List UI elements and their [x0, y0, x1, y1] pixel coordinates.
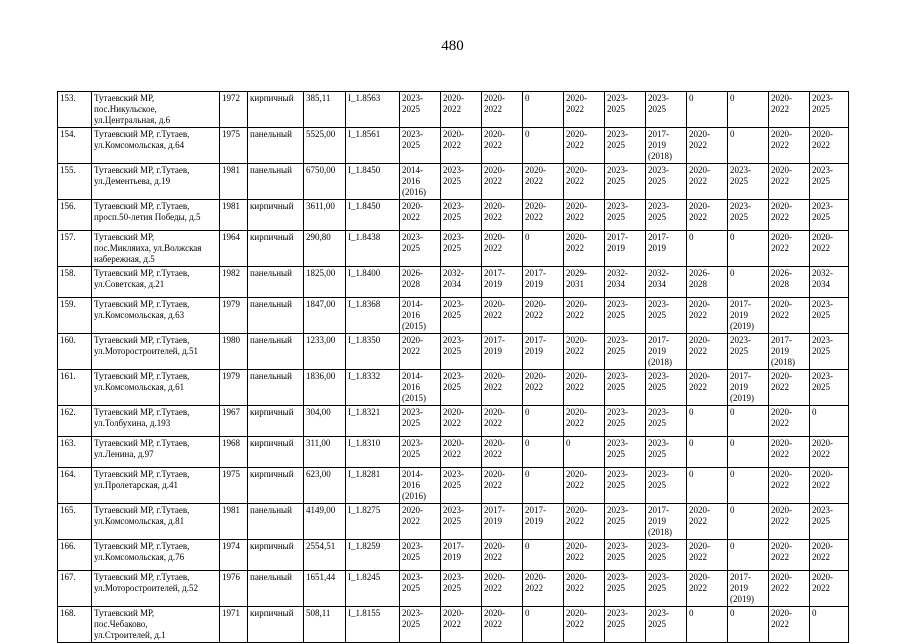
housing-registry-table	[57, 91, 849, 643]
repair-period-cell: 2020- 2022	[400, 504, 441, 540]
repair-period-cell: 2020- 2022	[482, 298, 523, 334]
repair-period-cell: 2020- 2022	[441, 607, 482, 643]
repair-period-cell: 2023- 2025	[400, 231, 441, 267]
repair-period-cell: 2020- 2022	[769, 92, 810, 128]
repair-period-cell: 2017- 2019	[482, 267, 523, 298]
repair-period-cell: 2017- 2019 (2019)	[728, 571, 769, 607]
house-address: Тутаевский МР, г.Тутаев, ул.Дементьева, д.19	[92, 164, 220, 200]
repair-period-cell: 0	[687, 92, 728, 128]
repair-period-cell: 2023- 2025	[400, 128, 441, 164]
repair-period-cell: 2020- 2022	[810, 571, 849, 607]
repair-period-cell: 2020- 2022	[564, 406, 605, 437]
house-code: I_1.8155	[346, 607, 400, 643]
repair-period-cell: 2017- 2019 (2018)	[646, 128, 687, 164]
house-area: 1233,00	[304, 334, 346, 370]
table-row	[58, 540, 849, 571]
repair-period-cell: 2023- 2025	[605, 406, 646, 437]
wall-material: кирпичный	[248, 406, 304, 437]
repair-period-cell: 2017- 2019	[523, 504, 564, 540]
repair-period-cell: 2017- 2019	[441, 540, 482, 571]
row-number: 164.	[58, 468, 92, 504]
house-code: I_1.8275	[346, 504, 400, 540]
repair-period-cell: 0	[523, 406, 564, 437]
repair-period-cell: 0	[687, 406, 728, 437]
house-area: 1847,00	[304, 298, 346, 334]
repair-period-cell: 2020- 2022	[482, 437, 523, 468]
repair-period-cell: 0	[810, 607, 849, 643]
repair-period-cell: 2023- 2025	[646, 406, 687, 437]
repair-period-cell: 2017- 2019 (2019)	[728, 370, 769, 406]
house-address: Тутаевский МР, г.Тутаев, просп.50-летия Победы, д.5	[92, 200, 220, 231]
house-address: Тутаевский МР, пос.Чебаково, ул.Строителей, д.1	[92, 607, 220, 643]
repair-period-cell: 2020- 2022	[810, 468, 849, 504]
table-row	[58, 607, 849, 643]
house-address: Тутаевский МР, г.Тутаев, ул.Комсомольская, д.76	[92, 540, 220, 571]
repair-period-cell: 2023- 2025	[605, 437, 646, 468]
repair-period-cell: 0	[728, 607, 769, 643]
repair-period-cell: 0	[523, 231, 564, 267]
house-code: I_1.8281	[346, 468, 400, 504]
repair-period-cell: 0	[523, 607, 564, 643]
house-code: I_1.8350	[346, 334, 400, 370]
repair-period-cell: 2020- 2022	[564, 540, 605, 571]
repair-period-cell: 2023- 2025	[646, 607, 687, 643]
repair-period-cell: 2017- 2019	[605, 231, 646, 267]
row-number: 158.	[58, 267, 92, 298]
repair-period-cell: 2023- 2025	[605, 540, 646, 571]
repair-period-cell: 2023- 2025	[810, 200, 849, 231]
house-code: I_1.8438	[346, 231, 400, 267]
repair-period-cell: 2023- 2025	[646, 437, 687, 468]
repair-period-cell: 2023- 2025	[646, 164, 687, 200]
repair-period-cell: 2014- 2016 (2015)	[400, 370, 441, 406]
repair-period-cell: 2020- 2022	[523, 200, 564, 231]
house-area: 4149,00	[304, 504, 346, 540]
wall-material: панельный	[248, 298, 304, 334]
repair-period-cell: 2023- 2025	[605, 334, 646, 370]
build-year: 1964	[220, 231, 248, 267]
repair-period-cell: 2026- 2028	[769, 267, 810, 298]
repair-period-cell: 0	[728, 92, 769, 128]
repair-period-cell: 2020- 2022	[523, 298, 564, 334]
house-code: I_1.8400	[346, 267, 400, 298]
repair-period-cell: 2023- 2025	[441, 298, 482, 334]
repair-period-cell: 2020- 2022	[564, 504, 605, 540]
repair-period-cell: 2020- 2022	[769, 437, 810, 468]
house-address: Тутаевский МР, г.Тутаев, ул.Комсомольская, д.81	[92, 504, 220, 540]
repair-period-cell: 2020- 2022	[482, 128, 523, 164]
repair-period-cell: 2017- 2019	[482, 504, 523, 540]
repair-period-cell: 2023- 2025	[728, 200, 769, 231]
repair-period-cell: 2023- 2025	[646, 571, 687, 607]
repair-period-cell: 2023- 2025	[441, 370, 482, 406]
repair-period-cell: 2020- 2022	[441, 406, 482, 437]
repair-period-cell: 2020- 2022	[482, 200, 523, 231]
repair-period-cell: 2020- 2022	[687, 370, 728, 406]
repair-period-cell: 2020- 2022	[687, 540, 728, 571]
row-number: 156.	[58, 200, 92, 231]
repair-period-cell: 2023- 2025	[810, 504, 849, 540]
repair-period-cell: 2023- 2025	[441, 231, 482, 267]
table-body	[58, 92, 849, 643]
build-year: 1974	[220, 540, 248, 571]
house-area: 5525,00	[304, 128, 346, 164]
wall-material: кирпичный	[248, 437, 304, 468]
repair-period-cell: 2023- 2025	[605, 504, 646, 540]
repair-period-cell: 2023- 2025	[441, 571, 482, 607]
repair-period-cell: 2020- 2022	[564, 468, 605, 504]
row-number: 161.	[58, 370, 92, 406]
repair-period-cell: 2032- 2034	[441, 267, 482, 298]
wall-material: кирпичный	[248, 231, 304, 267]
repair-period-cell: 2023- 2025	[810, 370, 849, 406]
repair-period-cell: 2020- 2022	[687, 128, 728, 164]
house-area: 508,11	[304, 607, 346, 643]
repair-period-cell: 2020- 2022	[769, 231, 810, 267]
house-address: Тутаевский МР, г.Тутаев, ул.Толбухина, д.193	[92, 406, 220, 437]
repair-period-cell: 2023- 2025	[810, 298, 849, 334]
repair-period-cell: 2029- 2031	[564, 267, 605, 298]
wall-material: панельный	[248, 370, 304, 406]
house-area: 1825,00	[304, 267, 346, 298]
build-year: 1975	[220, 468, 248, 504]
repair-period-cell: 2020- 2022	[564, 571, 605, 607]
repair-period-cell: 0	[523, 540, 564, 571]
repair-period-cell: 2023- 2025	[646, 370, 687, 406]
repair-period-cell: 2020- 2022	[482, 370, 523, 406]
repair-period-cell: 2014- 2016 (2016)	[400, 468, 441, 504]
repair-period-cell: 2020- 2022	[687, 504, 728, 540]
repair-period-cell: 0	[728, 540, 769, 571]
repair-period-cell: 2020- 2022	[482, 540, 523, 571]
repair-period-cell: 2020- 2022	[810, 437, 849, 468]
build-year: 1967	[220, 406, 248, 437]
repair-period-cell: 2023- 2025	[441, 468, 482, 504]
repair-period-cell: 0	[728, 504, 769, 540]
repair-period-cell: 2017- 2019 (2018)	[646, 334, 687, 370]
repair-period-cell: 2020- 2022	[523, 164, 564, 200]
house-address: Тутаевский МР, г.Тутаев, ул.Моторостроителей, д.51	[92, 334, 220, 370]
repair-period-cell: 2023- 2025	[605, 164, 646, 200]
repair-period-cell: 2020- 2022	[482, 231, 523, 267]
repair-period-cell: 2023- 2025	[728, 164, 769, 200]
repair-period-cell: 2023- 2025	[646, 200, 687, 231]
repair-period-cell: 2014- 2016 (2015)	[400, 298, 441, 334]
repair-period-cell: 2023- 2025	[441, 334, 482, 370]
repair-period-cell: 2020- 2022	[810, 540, 849, 571]
house-area: 311,00	[304, 437, 346, 468]
repair-period-cell: 2020- 2022	[564, 164, 605, 200]
repair-period-cell: 2023- 2025	[441, 200, 482, 231]
repair-period-cell: 2020- 2022	[769, 468, 810, 504]
repair-period-cell: 0	[523, 468, 564, 504]
repair-period-cell: 0	[728, 267, 769, 298]
row-number: 153.	[58, 92, 92, 128]
house-area: 3611,00	[304, 200, 346, 231]
row-number: 155.	[58, 164, 92, 200]
repair-period-cell: 2020- 2022	[564, 298, 605, 334]
repair-period-cell: 2023- 2025	[646, 468, 687, 504]
repair-period-cell: 2020- 2022	[769, 370, 810, 406]
wall-material: кирпичный	[248, 200, 304, 231]
repair-period-cell: 2023- 2025	[605, 571, 646, 607]
table-row	[58, 164, 849, 200]
house-code: I_1.8450	[346, 164, 400, 200]
repair-period-cell: 0	[728, 406, 769, 437]
repair-period-cell: 2020- 2022	[400, 334, 441, 370]
build-year: 1979	[220, 298, 248, 334]
house-code: I_1.8368	[346, 298, 400, 334]
table-row	[58, 406, 849, 437]
wall-material: панельный	[248, 128, 304, 164]
repair-period-cell: 2023- 2025	[400, 540, 441, 571]
repair-period-cell: 0	[728, 437, 769, 468]
repair-period-cell: 2020- 2022	[482, 468, 523, 504]
table-row	[58, 504, 849, 540]
wall-material: кирпичный	[248, 540, 304, 571]
repair-period-cell: 2020- 2022	[564, 128, 605, 164]
repair-period-cell: 2023- 2025	[400, 406, 441, 437]
repair-period-cell: 2020- 2022	[564, 231, 605, 267]
repair-period-cell: 2017- 2019 (2018)	[769, 334, 810, 370]
wall-material: кирпичный	[248, 607, 304, 643]
table-row	[58, 231, 849, 267]
build-year: 1980	[220, 334, 248, 370]
repair-period-cell: 2020- 2022	[523, 370, 564, 406]
repair-period-cell: 2023- 2025	[646, 92, 687, 128]
repair-period-cell: 2020- 2022	[769, 571, 810, 607]
house-code: I_1.8450	[346, 200, 400, 231]
repair-period-cell: 2020- 2022	[769, 504, 810, 540]
repair-period-cell: 2023- 2025	[810, 334, 849, 370]
repair-period-cell: 2032- 2034	[605, 267, 646, 298]
repair-period-cell: 2020- 2022	[564, 607, 605, 643]
repair-period-cell: 2020- 2022	[769, 406, 810, 437]
repair-period-cell: 0	[523, 92, 564, 128]
house-address: Тутаевский МР, г.Тутаев, ул.Комсомольская, д.63	[92, 298, 220, 334]
house-area: 304,00	[304, 406, 346, 437]
repair-period-cell: 0	[728, 128, 769, 164]
house-address: Тутаевский МР, г.Тутаев, ул.Комсомольская, д.61	[92, 370, 220, 406]
repair-period-cell: 0	[523, 128, 564, 164]
row-number: 154.	[58, 128, 92, 164]
repair-period-cell: 2020- 2022	[564, 200, 605, 231]
house-address: Тутаевский МР, пос.Микляиха, ул.Волжская набережная, д.5	[92, 231, 220, 267]
repair-period-cell: 2020- 2022	[523, 571, 564, 607]
row-number: 163.	[58, 437, 92, 468]
repair-period-cell: 2017- 2019	[523, 334, 564, 370]
table-row	[58, 92, 849, 128]
repair-period-cell: 0	[687, 437, 728, 468]
repair-period-cell: 2020- 2022	[482, 607, 523, 643]
repair-period-cell: 0	[728, 231, 769, 267]
repair-period-cell: 2032- 2034	[646, 267, 687, 298]
row-number: 166.	[58, 540, 92, 571]
repair-period-cell: 0	[728, 468, 769, 504]
wall-material: панельный	[248, 504, 304, 540]
repair-period-cell: 2023- 2025	[605, 128, 646, 164]
repair-period-cell: 2020- 2022	[769, 164, 810, 200]
table-row	[58, 128, 849, 164]
repair-period-cell: 2032- 2034	[810, 267, 849, 298]
build-year: 1968	[220, 437, 248, 468]
repair-period-cell: 2023- 2025	[810, 164, 849, 200]
repair-period-cell: 2026- 2028	[687, 267, 728, 298]
repair-period-cell: 2023- 2025	[400, 571, 441, 607]
wall-material: панельный	[248, 164, 304, 200]
house-area: 6750,00	[304, 164, 346, 200]
repair-period-cell: 2023- 2025	[646, 298, 687, 334]
repair-period-cell: 0	[810, 406, 849, 437]
repair-period-cell: 0	[687, 468, 728, 504]
house-area: 623,00	[304, 468, 346, 504]
row-number: 165.	[58, 504, 92, 540]
house-address: Тутаевский МР, пос.Никульское, ул.Центральная, д.6	[92, 92, 220, 128]
wall-material: панельный	[248, 334, 304, 370]
repair-period-cell: 2020- 2022	[687, 298, 728, 334]
repair-period-cell: 2023- 2025	[810, 92, 849, 128]
house-address: Тутаевский МР, г.Тутаев, ул.Ленина, д.97	[92, 437, 220, 468]
house-code: I_1.8563	[346, 92, 400, 128]
repair-period-cell: 2023- 2025	[441, 164, 482, 200]
table-row	[58, 468, 849, 504]
build-year: 1972	[220, 92, 248, 128]
repair-period-cell: 2020- 2022	[687, 200, 728, 231]
table-row	[58, 298, 849, 334]
build-year: 1981	[220, 164, 248, 200]
repair-period-cell: 2020- 2022	[687, 571, 728, 607]
table-row	[58, 571, 849, 607]
table-row	[58, 200, 849, 231]
build-year: 1981	[220, 200, 248, 231]
row-number: 168.	[58, 607, 92, 643]
repair-period-cell: 2023- 2025	[400, 92, 441, 128]
repair-period-cell: 2023- 2025	[441, 504, 482, 540]
repair-period-cell: 2020- 2022	[687, 334, 728, 370]
repair-period-cell: 2020- 2022	[769, 607, 810, 643]
table-row	[58, 267, 849, 298]
repair-period-cell: 2023- 2025	[605, 92, 646, 128]
repair-period-cell: 2020- 2022	[482, 571, 523, 607]
wall-material: панельный	[248, 571, 304, 607]
house-address: Тутаевский МР, г.Тутаев, ул.Комсомольская, д.64	[92, 128, 220, 164]
repair-period-cell: 2017- 2019 (2019)	[728, 298, 769, 334]
build-year: 1971	[220, 607, 248, 643]
repair-period-cell: 2020- 2022	[400, 200, 441, 231]
repair-period-cell: 2017- 2019 (2018)	[646, 504, 687, 540]
repair-period-cell: 2023- 2025	[646, 540, 687, 571]
repair-period-cell: 2020- 2022	[441, 437, 482, 468]
house-area: 385,11	[304, 92, 346, 128]
repair-period-cell: 0	[564, 437, 605, 468]
row-number: 162.	[58, 406, 92, 437]
repair-period-cell: 2020- 2022	[564, 370, 605, 406]
repair-period-cell: 2014- 2016 (2016)	[400, 164, 441, 200]
house-area: 2554,51	[304, 540, 346, 571]
repair-period-cell: 2017- 2019	[523, 267, 564, 298]
house-code: I_1.8259	[346, 540, 400, 571]
row-number: 160.	[58, 334, 92, 370]
repair-period-cell: 2020- 2022	[769, 200, 810, 231]
repair-period-cell: 2023- 2025	[728, 334, 769, 370]
repair-period-cell: 2020- 2022	[769, 540, 810, 571]
build-year: 1981	[220, 504, 248, 540]
repair-period-cell: 2020- 2022	[564, 92, 605, 128]
wall-material: кирпичный	[248, 468, 304, 504]
repair-period-cell: 2020- 2022	[482, 92, 523, 128]
row-number: 157.	[58, 231, 92, 267]
row-number: 167.	[58, 571, 92, 607]
house-address: Тутаевский МР, г.Тутаев, ул.Моторостроителей, д.52	[92, 571, 220, 607]
build-year: 1982	[220, 267, 248, 298]
repair-period-cell: 2023- 2025	[605, 200, 646, 231]
house-code: I_1.8561	[346, 128, 400, 164]
house-address: Тутаевский МР, г.Тутаев, ул.Пролетарская, д.41	[92, 468, 220, 504]
build-year: 1976	[220, 571, 248, 607]
repair-period-cell: 2023- 2025	[400, 437, 441, 468]
row-number: 159.	[58, 298, 92, 334]
repair-period-cell: 2023- 2025	[605, 298, 646, 334]
table-row	[58, 370, 849, 406]
repair-period-cell: 2020- 2022	[482, 406, 523, 437]
repair-period-cell: 2023- 2025	[400, 607, 441, 643]
house-code: I_1.8310	[346, 437, 400, 468]
repair-period-cell: 2026- 2028	[400, 267, 441, 298]
repair-period-cell: 2020- 2022	[810, 231, 849, 267]
house-code: I_1.8245	[346, 571, 400, 607]
repair-period-cell: 0	[687, 231, 728, 267]
wall-material: кирпичный	[248, 92, 304, 128]
repair-period-cell: 2020- 2022	[441, 128, 482, 164]
house-code: I_1.8321	[346, 406, 400, 437]
repair-period-cell: 2020- 2022	[482, 164, 523, 200]
wall-material: панельный	[248, 267, 304, 298]
repair-period-cell: 2020- 2022	[769, 128, 810, 164]
build-year: 1979	[220, 370, 248, 406]
house-area: 1836,00	[304, 370, 346, 406]
build-year: 1975	[220, 128, 248, 164]
house-area: 290,80	[304, 231, 346, 267]
page-number: 480	[441, 38, 464, 54]
repair-period-cell: 2020- 2022	[441, 92, 482, 128]
repair-period-cell: 2017- 2019	[482, 334, 523, 370]
house-address: Тутаевский МР, г.Тутаев, ул.Советская, д.21	[92, 267, 220, 298]
house-area: 1651,44	[304, 571, 346, 607]
repair-period-cell: 2017- 2019	[646, 231, 687, 267]
repair-period-cell: 2020- 2022	[687, 164, 728, 200]
repair-period-cell: 2023- 2025	[605, 607, 646, 643]
repair-period-cell: 0	[523, 437, 564, 468]
table-row	[58, 334, 849, 370]
repair-period-cell: 2020- 2022	[769, 298, 810, 334]
repair-period-cell: 0	[687, 607, 728, 643]
house-code: I_1.8332	[346, 370, 400, 406]
table-row	[58, 437, 849, 468]
repair-period-cell: 2023- 2025	[605, 370, 646, 406]
repair-period-cell: 2020- 2022	[810, 128, 849, 164]
repair-period-cell: 2020- 2022	[564, 334, 605, 370]
repair-period-cell: 2023- 2025	[605, 468, 646, 504]
